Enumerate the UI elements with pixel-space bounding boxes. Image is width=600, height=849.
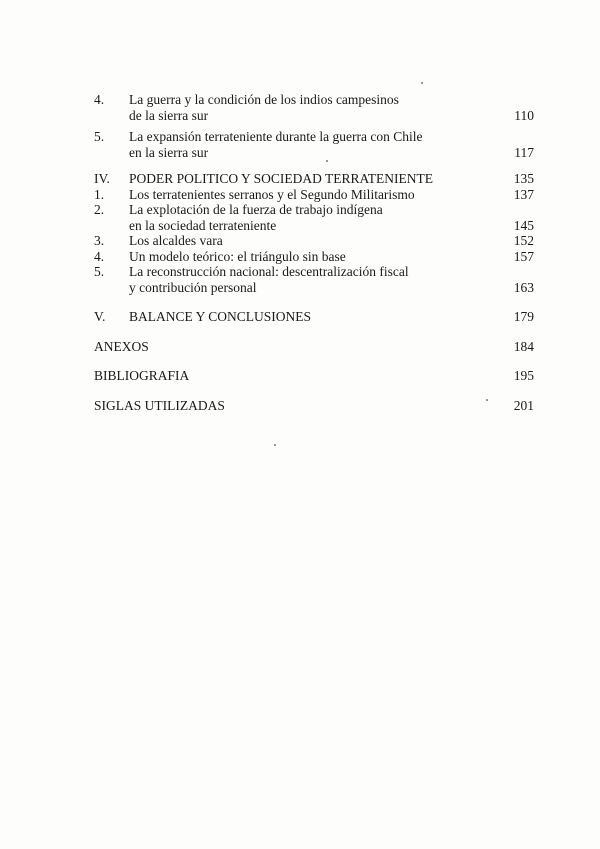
toc-bibliografia <box>94 368 534 384</box>
toc-page-number: 117 <box>514 144 534 160</box>
toc-chapter-number: IV. <box>94 171 110 186</box>
toc-chapter-title: PODER POLITICO Y SOCIEDAD TERRATENIENTE <box>129 171 433 186</box>
toc-page-number: 157 <box>513 248 534 264</box>
toc-page-number: 184 <box>513 338 534 354</box>
toc-entry-iv-5-line-1 <box>94 264 534 280</box>
toc-entry-iv-1 <box>94 187 534 203</box>
toc-entry-iv-4 <box>94 249 534 265</box>
toc-page-number: 179 <box>513 309 534 324</box>
toc-page-number: 163 <box>513 279 534 295</box>
toc-entry-number: 1. <box>94 186 105 202</box>
toc-entry-number: 4. <box>94 248 105 264</box>
toc-entry-title: La reconstrucción nacional: descentralización fiscal <box>129 264 409 279</box>
toc-chapter-number: V. <box>94 309 106 324</box>
toc-entry-5-line-1 <box>94 129 534 145</box>
toc-chapter-v <box>94 309 534 325</box>
toc-page-number: 110 <box>514 107 534 123</box>
toc-entry-title: La expansión terrateniente durante la guerra con Chile <box>129 129 423 144</box>
toc-section-title: SIGLAS UTILIZADAS <box>94 397 225 413</box>
toc-entry-title: La explotación de la fuerza de trabajo indígena <box>129 202 383 217</box>
toc-entry-iv-2-line-1 <box>94 202 534 218</box>
toc-chapter-iv <box>94 171 534 187</box>
toc-entry-title-continuation: en la sierra sur <box>129 144 209 160</box>
toc-entry-title-continuation: de la sierra sur <box>129 107 209 123</box>
toc-page-number: 137 <box>513 186 534 202</box>
toc-entry-number: 3. <box>94 233 105 248</box>
toc-entry-number: 5. <box>94 264 105 279</box>
toc-entry-number: 4. <box>94 92 105 107</box>
toc-entry-title: Un modelo teórico: el triángulo sin base <box>129 248 346 264</box>
toc-chapter-title: BALANCE Y CONCLUSIONES <box>129 309 312 324</box>
toc-entry-title: Los terratenientes serranos y el Segundo Militarismo <box>129 186 415 202</box>
toc-page-number: 201 <box>513 397 534 413</box>
toc-entry-5-line-2 <box>94 145 534 161</box>
toc-entry-iv-5-line-2 <box>94 280 534 296</box>
toc-page-number: 152 <box>513 233 534 248</box>
table-of-contents <box>94 92 534 413</box>
toc-entry-title: La guerra y la condición de los indios campesinos <box>129 92 399 107</box>
toc-entry-title-continuation: y contribución personal <box>129 279 257 295</box>
toc-entry-iv-3 <box>94 233 534 249</box>
toc-entry-number: 2. <box>94 202 105 217</box>
toc-page-number: 195 <box>513 368 534 383</box>
toc-entry-4-line-1 <box>94 92 534 108</box>
toc-page-number: 145 <box>513 217 534 233</box>
toc-entry-title: Los alcaldes vara <box>129 233 223 248</box>
toc-section-title: BIBLIOGRAFIA <box>94 368 190 383</box>
toc-entry-iv-2-line-2 <box>94 218 534 234</box>
toc-entry-number: 5. <box>94 129 105 144</box>
toc-section-title: ANEXOS <box>94 338 149 354</box>
toc-entry-4-line-2 <box>94 108 534 124</box>
toc-siglas-utilizadas <box>94 398 534 414</box>
toc-page-number: 135 <box>513 171 534 186</box>
toc-anexos <box>94 339 534 355</box>
toc-entry-title-continuation: en la sociedad terrateniente <box>129 217 277 233</box>
